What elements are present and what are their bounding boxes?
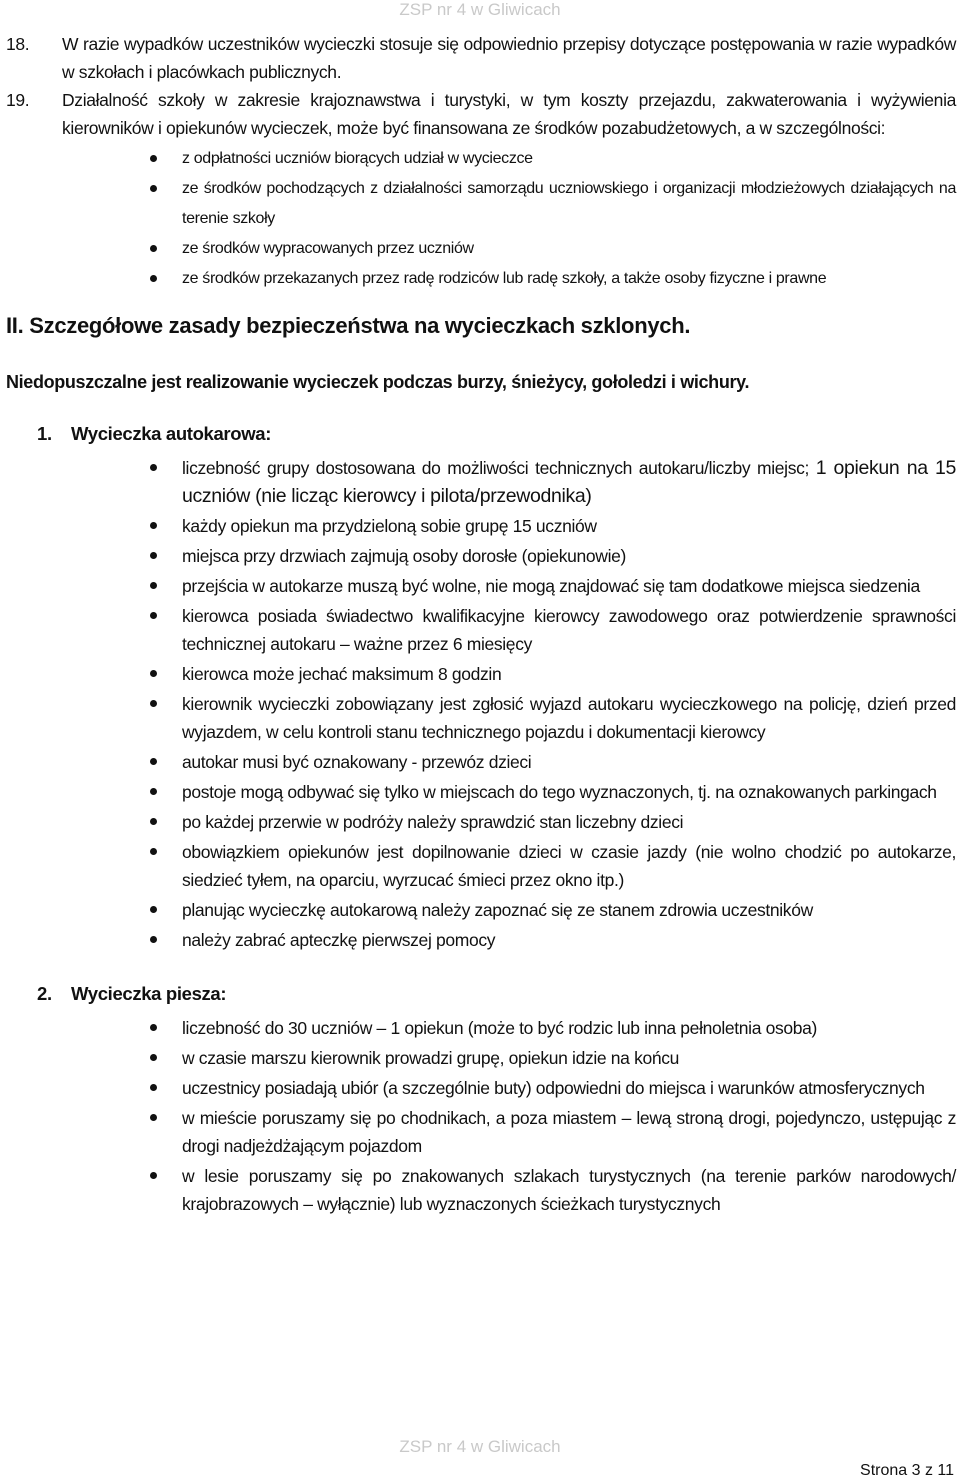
list-item: ze środków przekazanych przez radę rodziców lub radę szkoły, a także osoby fizyczne i prawne — [6, 264, 956, 294]
header-watermark: ZSP nr 4 w Gliwicach — [399, 0, 561, 19]
footer-watermark: ZSP nr 4 w Gliwicach — [399, 1437, 561, 1456]
walking-trip-list — [6, 1014, 956, 1218]
list-item: ze środków wypracowanych przez uczniów — [6, 234, 956, 264]
list-item: liczebność do 30 uczniów – 1 opiekun (może to być rodzic lub inna pełnoletnia osoba) — [6, 1014, 956, 1042]
bus-trip-list — [6, 454, 956, 954]
section-title: II. Szczegółowe zasady bezpieczeństwa na wycieczkach szklonych. — [6, 313, 691, 338]
item-text: Działalność szkoły w zakresie krajoznawstwa i turystyki, w tym koszty przejazdu, zakwaterowania i wyżywienia kierowników i opiekunów wycieczek, może być finansowana ze środków pozabudżetowych, a w szczególności: — [62, 90, 956, 138]
list-item: z odpłatności uczniów biorących udział w wycieczce — [6, 144, 956, 174]
list-item: obowiązkiem opiekunów jest dopilnowanie dzieci w czasie jazdy (nie wolno chodzić po autokarze, siedzieć tyłem, na oparciu, wyrzucać śmieci przez okno itp.) — [6, 838, 956, 894]
document-body — [6, 30, 956, 1220]
list-item-text: liczebność grupy dostosowana do możliwości technicznych autokaru/liczby miejsc; — [182, 458, 810, 478]
bus-trip-heading — [6, 420, 956, 448]
heading-title: Wycieczka piesza: — [71, 983, 227, 1004]
heading-number: 1. — [37, 423, 52, 444]
page-number: Strona 3 z 11 — [860, 1462, 954, 1479]
list-item: w lesie poruszamy się po znakowanych szlakach turystycznych (na terenie parków narodowych/ krajobrazowych – wyłącznie) lub wyznaczonych ścieżkach turystycznych — [6, 1162, 956, 1218]
walking-trip-heading — [6, 980, 956, 1008]
list-item: każdy opiekun ma przydzieloną sobie grupę 15 uczniów — [6, 512, 956, 540]
list-item: postoje mogą odbywać się tylko w miejscach do tego wyznaczonych, tj. na oznakowanych parkingach — [6, 778, 956, 806]
list-item: autokar musi być oznakowany - przewóz dzieci — [6, 748, 956, 776]
heading-number: 2. — [37, 983, 52, 1004]
list-item: po każdej przerwie w podróży należy sprawdzić stan liczebny dzieci — [6, 808, 956, 836]
list-item: przejścia w autokarze muszą być wolne, nie mogą znajdować się tam dodatkowe miejsca siedzenia — [6, 572, 956, 600]
list-item: miejsca przy drzwiach zajmują osoby dorosłe (opiekunowie) — [6, 542, 956, 570]
list-item: ze środków pochodzących z działalności samorządu uczniowskiego i organizacji młodzieżowych działających na terenie szkoły — [6, 174, 956, 234]
list-item: kierowca posiada świadectwo kwalifikacyjne kierowcy zawodowego oraz potwierdzenie sprawności technicznej autokaru – ważne przez 6 miesięcy — [6, 602, 956, 658]
list-item: należy zabrać apteczkę pierwszej pomocy — [6, 926, 956, 954]
list-item: kierowca może jechać maksimum 8 godzin — [6, 660, 956, 688]
item-text: W razie wypadków uczestników wycieczki stosuje się odpowiednio przepisy dotyczące postępowania w razie wypadków w szkołach i placówkach publicznych. — [62, 34, 956, 82]
warning-note: Niedopuszczalne jest realizowanie wycieczek podczas burzy, śnieżycy, gołoledzi i wichury. — [6, 372, 750, 392]
list-item: kierownik wycieczki zobowiązany jest zgłosić wyjazd autokaru wycieczkowego na policję, dzień przed wyjazdem, w celu kontroli stanu technicznego pojazdu i dokumentacji kierowcy — [6, 690, 956, 746]
item-number: 19. — [6, 90, 30, 110]
item-number: 18. — [6, 34, 30, 54]
list-item: uczestnicy posiadają ubiór (a szczególnie buty) odpowiedni do miejsca i warunków atmosferycznych — [6, 1074, 956, 1102]
list-item: w czasie marszu kierownik prowadzi grupę, opiekun idzie na końcu — [6, 1044, 956, 1072]
list-item: w mieście poruszamy się po chodnikach, a poza miastem – lewą stroną drogi, pojedynczo, ustępując z drogi nadjeżdżającym pojazdom — [6, 1104, 956, 1160]
numbered-item-18 — [6, 30, 956, 86]
numbered-item-19 — [6, 86, 956, 142]
list-item: planując wycieczkę autokarową należy zapoznać się ze stanem zdrowia uczestników — [6, 896, 956, 924]
list-item — [6, 454, 956, 510]
list-item-emphasis: 1 opiekun na 15 uczniów (nie licząc kierowcy i pilota/przewodnika) — [182, 457, 956, 507]
financing-list — [6, 144, 956, 294]
heading-title: Wycieczka autokarowa: — [71, 423, 272, 444]
